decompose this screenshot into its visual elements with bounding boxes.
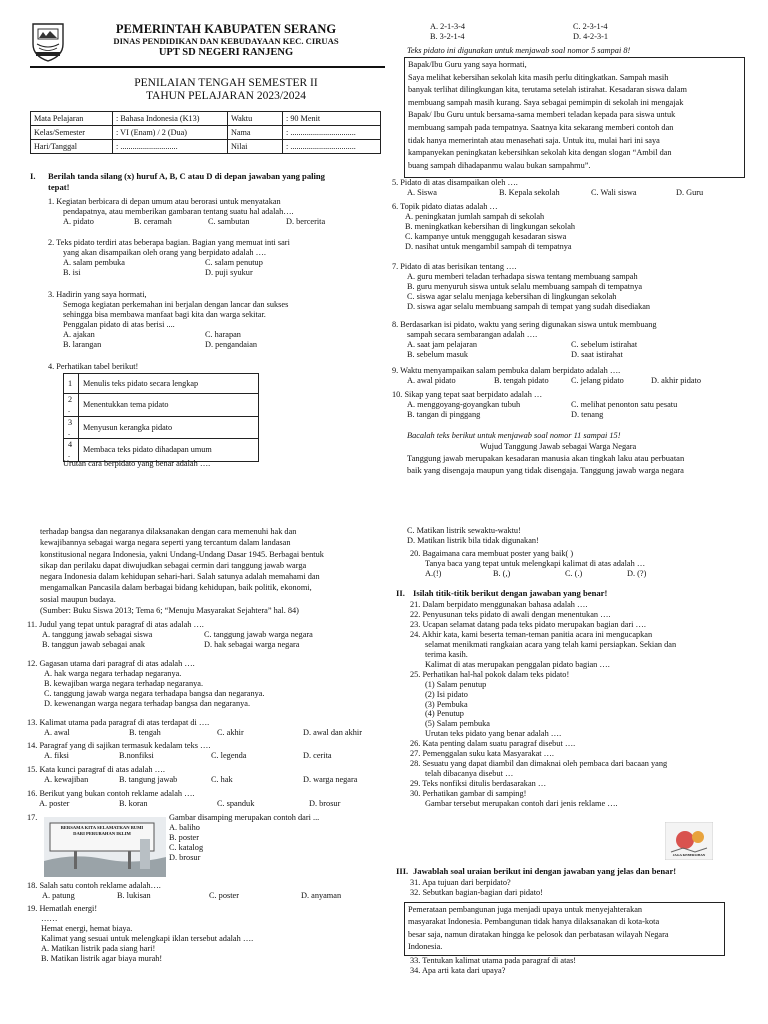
section2-number: II.: [396, 588, 405, 598]
text2-line: kewajibannya sebagai warga negara seperti yang tercantum dalam landasan: [40, 538, 291, 548]
q31-text: 31. Apa tujuan dari berpidato?: [410, 878, 511, 887]
paragraph-line: Indonesia.: [408, 942, 443, 952]
section3-number: III.: [396, 866, 409, 876]
exam-title: PENILAIAN TENGAH SEMESTER II: [134, 77, 318, 89]
value-score[interactable]: : ................................: [283, 140, 381, 154]
q4-options: [430, 22, 740, 42]
value-time: : 90 Menit: [283, 112, 381, 126]
label-score: Nilai: [228, 140, 283, 154]
value-subject: : Bahasa Indonesia (K13): [113, 112, 228, 126]
q7-option-b[interactable]: B. guru menyuruh siswa untuk selalu membuang sampah di tempatnya: [407, 281, 643, 291]
row-step: Membaca teks pidato dihadapan umum: [79, 439, 259, 462]
q10-option-b[interactable]: B. tangan di pinggang: [407, 409, 481, 419]
q3-text: 3. Hadirin yang saya hormati,: [48, 290, 147, 299]
q20-option-a[interactable]: A.(!): [425, 568, 442, 578]
q19-text: 19. Hematlah energi!: [27, 904, 98, 913]
paragraph-box: [404, 902, 725, 956]
q27-text: 27. Pemenggalan suku kata Masyarakat ….: [410, 749, 555, 759]
q5-option-d[interactable]: D. Guru: [676, 187, 704, 197]
text1-intro: Teks pidato ini digunakan untuk menjawab soal nomor 5 sampai 8!: [407, 46, 631, 55]
logo-icon: [30, 20, 66, 62]
q25-item: (5) Salam pembuka: [425, 719, 490, 729]
q19-blank: ……: [41, 913, 58, 923]
info-table: [30, 111, 381, 154]
row-number: 1: [64, 374, 79, 394]
question-2: [48, 238, 384, 278]
q8-option-a[interactable]: A. saat jam pelajaran: [407, 339, 478, 349]
q12-option-a[interactable]: A. hak warga negara terhadap negaranya.: [44, 668, 182, 678]
q20-option-c[interactable]: C. (.): [565, 568, 583, 578]
q1-option-b[interactable]: B. ceramah: [134, 216, 172, 226]
q2-text-2: yang akan disampaikan oleh orang yang berpidato adalah ….: [63, 247, 266, 257]
q19-option-a[interactable]: A. Matikan listrik pada siang hari!: [41, 943, 156, 953]
q2-option-b[interactable]: B. isi: [63, 267, 81, 277]
q12-option-b[interactable]: B. kewajiban warga negara terhadap negaranya.: [44, 678, 204, 688]
row-number: 3: [68, 417, 73, 427]
q6-option-a[interactable]: A. peningkatan jumlah sampah di sekolah: [405, 211, 545, 221]
section3-questions: [410, 878, 745, 898]
q21-text: 21. Dalam berpidato menggunakan bahasa adalah ….: [410, 600, 588, 609]
value-class: : VI (Enam) / 2 (Dua): [113, 126, 228, 140]
text2-top: [407, 453, 744, 476]
q24-text-4: Kalimat di atas merupakan penggalan pidato bagian ….: [425, 659, 610, 669]
q16-text: 16. Berikut yang bukan contoh reklame adalah ….: [27, 789, 195, 798]
question-5: [392, 178, 742, 198]
billboard-line-1: BERSAMA KITA SELAMATKAN BUMI: [60, 825, 144, 830]
text2-line: Tanggung jawab merupakan kesadaran manusia akan tingkah laku atau perbuatan: [407, 453, 685, 463]
q11-option-d[interactable]: D. hak sebagai warga negara: [204, 639, 300, 649]
section1-heading: [30, 171, 382, 193]
text2-line: mengamalkan Pancasila dalam berbagai bidang kehidupan, baik politik, ekonomi,: [40, 583, 312, 593]
question-17: [169, 813, 379, 863]
text2-line: sikap dan perilaku dapat diwujudkan sebagai cermin dari tanggung jawab warga: [40, 560, 307, 570]
q3-text-3: sehingga bisa membawa manfaat bagi kita dan warga sekitar.: [63, 309, 266, 319]
question-10: [392, 390, 742, 420]
q18-text: 18. Salah satu contoh reklame adalah….: [27, 881, 161, 890]
q7-option-d[interactable]: D. siswa agar selalu membuang sampah di tempat yang sudah disediakan: [407, 301, 651, 311]
question-20: [410, 549, 750, 579]
section2-questions: [410, 600, 745, 809]
q18-option-c[interactable]: C. poster: [209, 890, 239, 900]
q15-option-b[interactable]: B. tangung jawab: [119, 774, 178, 784]
question-7: [392, 262, 742, 312]
question-12: [27, 659, 382, 709]
q25-item: (4) Penutup: [425, 709, 464, 719]
q16-option-d[interactable]: D. brosur: [309, 798, 341, 808]
section1-instruction: Berilah tanda silang (x) huruf A, B, C atau D di depan jawaban yang paling: [48, 171, 325, 181]
q14-option-d[interactable]: D. cerita: [303, 750, 332, 760]
q5-text: 5. Pidato di atas disampaikan oleh ….: [392, 178, 518, 187]
section3-title: Jawablah soal uraian berikut ini dengan jawaban yang jelas dan benar!: [413, 866, 677, 876]
q5-option-a[interactable]: A. Siswa: [407, 187, 437, 197]
q4-question: Urutan cara berpidato yang benar adalah ….: [63, 459, 211, 468]
row-number-cell: [64, 416, 79, 439]
text2-line: terhadap bangsa dan negaranya dilaksanakan dengan cara memenuhi hak dan: [40, 527, 297, 536]
q11-option-b[interactable]: B. tanggun jawab sebagai anak: [42, 639, 145, 649]
q20-text: 20. Bagaimana cara membuat poster yang baik( ): [410, 549, 574, 558]
text2-title: Wujud Tanggung Jawab sebagai Warga Negara: [480, 442, 637, 451]
q8-option-c[interactable]: C. sebelum istirahat: [571, 339, 638, 349]
q7-option-a[interactable]: A. guru memberi teladan terhadapa siswa tentang membuang sampah: [407, 271, 638, 281]
paragraph-line: masyarakat Indonesia. Pembangunan tidak hanya dilaksanakan di kota-kota: [408, 917, 660, 927]
speech-line: Bapak/ Ibu Guru untuk bersama-sama memberi teladan kepada para siswa untuk: [408, 110, 676, 120]
q2-option-a[interactable]: A. salam pembuka: [63, 257, 125, 267]
q3-text-4: Penggalan pidato di atas berisi ....: [63, 319, 175, 329]
question-15: [27, 765, 382, 785]
text2-source: (Sumber: Buku Siswa 2013; Tema 6; “Menuju Masyarakat Sejahtera” hal. 84): [40, 606, 299, 616]
q17-billboard-image: [44, 817, 166, 877]
q20-text-2: Tanya baca yang tepat untuk melengkapi kalimat di atas adalah …: [425, 558, 646, 568]
header-rule: [30, 66, 385, 68]
text2-line: baik yang disengaja maupun yang tidak disengaja. Tanggung jawab warga negara: [407, 464, 684, 475]
exam-year: TAHUN PELAJARAN 2023/2024: [145, 90, 307, 102]
q1-option-a[interactable]: A. pidato: [63, 216, 94, 226]
q4-option-d[interactable]: D. 4-2-3-1: [573, 31, 609, 41]
section1-instruction-end: tepat!: [48, 182, 70, 192]
q15-option-d[interactable]: D. warga negara: [303, 774, 358, 784]
q8-option-b[interactable]: B. sebelum masuk: [407, 349, 469, 359]
q24-text-2: selamat menikmati rangkaian acara yang telah kami persiapkan. Sekian dan: [425, 639, 677, 649]
question-4: [48, 362, 384, 372]
row-number-dot: .: [68, 450, 71, 460]
q33-text: 33. Tentukan kalimat utama pada paragraf di atas!: [410, 956, 577, 965]
text2-bottom: [40, 526, 380, 616]
q13-option-b[interactable]: B. tengah: [129, 727, 161, 737]
q18-option-b[interactable]: B. lukisan: [117, 890, 151, 900]
paragraph-line: besar saja, namun diratakan hingga ke pelosok dan perbatasan wilayah Negara: [408, 929, 669, 939]
speech-line: Saya melihat kebersihan sekolah kita masih perlu ditingkatkan. Sampah masih: [408, 72, 669, 82]
q6-option-c[interactable]: C. kampanye untuk menggugah kesadaran siswa: [405, 231, 567, 241]
q32-text: 32. Sebutkan bagian-bagian dari pidato!: [410, 887, 543, 897]
table-row: [64, 374, 259, 394]
section3-questions-2: [410, 956, 745, 976]
section2-heading: [396, 588, 607, 598]
row-number: 4: [68, 440, 73, 450]
row-step: Menulis teks pidato secara lengkap: [79, 374, 259, 394]
header-gov: PEMERINTAH KABUPATEN SERANG: [115, 22, 337, 36]
q15-option-a[interactable]: A. kewajiban: [44, 774, 89, 784]
q3-option-d[interactable]: D. pengandaian: [205, 339, 258, 349]
q26-text: 26. Kata penting dalam suatu paragraf disebut ….: [410, 739, 576, 749]
q2-text: 2. Teks pidato terdiri atas beberapa bagian. Bagian yang memuat inti sari: [48, 238, 290, 247]
q3-option-b[interactable]: B. larangan: [63, 339, 102, 349]
header-dept: DINAS PENDIDIKAN DAN KEBUDAYAAN KEC. CIRUAS: [113, 36, 339, 46]
q4-option-b[interactable]: B. 3-2-1-4: [430, 31, 465, 41]
row-number-dot: .: [68, 427, 71, 437]
label-time: Waktu: [228, 112, 283, 126]
row-step: Menyusun kerangka pidato: [79, 416, 259, 439]
q10-text: 10. Sikap yang tepat saat berpidato adalah …: [392, 390, 543, 399]
speech-line: Bapak/Ibu Guru yang saya hormati,: [408, 60, 527, 69]
q22-text: 22. Penyusunan teks pidato di awali dengan menentukan ….: [410, 609, 611, 619]
q20-option-d[interactable]: D. (?): [627, 568, 647, 578]
q25-item: (1) Salam penutup: [425, 679, 487, 689]
question-3: [48, 290, 384, 350]
q2-option-c[interactable]: C. salam penutup: [205, 257, 263, 267]
q14-text: 14. Paragraf yang di sajikan termasuk kedalam teks ….: [27, 741, 211, 750]
q19-option-b[interactable]: B. Matikan listrik agar biaya murah!: [41, 953, 163, 963]
school-logo: [30, 20, 66, 62]
q3-text-2: Semoga kegiatan perkemahan ini berjalan dengan lancar dan sukses: [63, 299, 289, 309]
q1-option-c[interactable]: C. sambutan: [208, 216, 250, 226]
section3-heading: [396, 866, 676, 876]
q3-option-c[interactable]: C. harapan: [205, 329, 241, 339]
q16-option-b[interactable]: B. koran: [119, 798, 148, 808]
q11-option-c[interactable]: C. tanggung jawab warga negara: [204, 629, 313, 639]
steps-table: [63, 373, 259, 462]
q13-option-d[interactable]: D. awal dan akhir: [303, 727, 362, 737]
text2-line: sosial maupun budaya.: [40, 594, 116, 604]
q15-text: 15. Kata kunci paragraf di atas adalah ….: [27, 765, 165, 774]
q19-text-2: Hemat energi, hemat biaya.: [41, 923, 133, 933]
q17-option-c[interactable]: C. katalog: [169, 842, 204, 852]
q18-option-d[interactable]: D. anyaman: [301, 890, 342, 900]
q30-text: 30. Perhatikan gambar di samping!: [410, 789, 527, 799]
header-school: UPT SD NEGERI RANJENG: [158, 47, 294, 58]
label-subject: Mata Pelajaran: [31, 112, 113, 126]
label-class: Kelas/Semester: [31, 126, 113, 140]
q9-option-c[interactable]: C. jelang pidato: [571, 375, 624, 385]
q5-option-c[interactable]: C. Wali siswa: [591, 187, 637, 197]
question-13: [27, 718, 382, 738]
q1-text: 1. Kegiatan berbicara di depan umum atau berorasi untuk menyatakan: [48, 197, 281, 206]
q4-text: 4. Perhatikan tabel berikut!: [48, 362, 139, 371]
paragraph-line: Pemerataan pembangunan juga menjadi upaya untuk menyejahterakan: [408, 905, 643, 914]
q9-option-d[interactable]: D. akhir pidato: [651, 375, 702, 385]
question-16: [27, 789, 382, 809]
q4-option-c[interactable]: C. 2-3-1-4: [573, 22, 608, 31]
q15-option-c[interactable]: C. hak: [211, 774, 233, 784]
q14-option-a[interactable]: A. fiksi: [44, 750, 69, 760]
q14-option-c[interactable]: C. legenda: [211, 750, 247, 760]
q17-text: Gambar disamping merupakan contoh dari ...: [169, 813, 320, 822]
q19-text-3: Kalimat yang sesuai untuk melengkapi iklan tersebut adalah ….: [41, 933, 254, 943]
q17-option-a[interactable]: A. baliho: [169, 822, 200, 832]
q18-option-a[interactable]: A. patung: [42, 890, 75, 900]
question-8: [392, 320, 742, 360]
text2-intro: Bacalah teks berikut untuk menjawab soal nomor 11 sampai 15!: [407, 431, 621, 440]
q24-text: 24. Akhir kata, kami beserta teman-teman panitia acara ini mengucapkan: [410, 629, 653, 639]
q12-option-d[interactable]: D. kewenangan warga negara terhadap bangsa dan negaranya.: [44, 698, 251, 708]
q16-option-c[interactable]: C. spanduk: [217, 798, 255, 808]
q10-option-a[interactable]: A. menggoyang-goyangkan tubuh: [407, 399, 521, 409]
q14-option-b[interactable]: B.nonfiksi: [119, 750, 154, 760]
label-date: Hari/Tanggal: [31, 140, 113, 154]
speech-line: membuang sampah pada tempatnya. Saatnya kita sekarang memberi contoh dan: [408, 122, 674, 132]
q2-option-d[interactable]: D. puji syukur: [205, 267, 253, 277]
q16-option-a[interactable]: A. poster: [39, 798, 70, 808]
q12-text: 12. Gagasan utama dari paragraf di atas adalah ….: [27, 659, 195, 668]
q4-option-a[interactable]: A. 2-1-3-4: [430, 22, 466, 31]
question-18: [27, 881, 382, 901]
value-name[interactable]: : ................................: [283, 126, 381, 140]
q30-poster-image: [665, 822, 713, 860]
speech-line: buang sampah dihadapanmu walau bukan sampahmu”.: [408, 160, 591, 170]
q23-text: 23. Ucapan selamat datang pada teks pidato merupakan bagian dari ….: [410, 619, 646, 629]
q7-text: 7. Pidato di atas berisikan tentang ….: [392, 262, 517, 271]
table-row: [64, 394, 259, 417]
row-number: 2: [68, 395, 73, 404]
section1-number: I.: [30, 171, 36, 181]
question-11: [27, 620, 382, 650]
q28-text: 28. Sesuatu yang dapat diambil dan dimaknai oleh pembaca dari bacaan yang: [410, 759, 668, 769]
q25-text: 25. Perhatikan hal-hal pokok dalam teks pidato!: [410, 669, 570, 679]
q34-text: 34. Apa arti kata dari upaya?: [410, 965, 506, 975]
speech-line: banyak terlihat dilingkungan kita, terutama setelah istirahat. Kesadaran siswa dalam: [408, 85, 688, 95]
q6-option-b[interactable]: B. meningkatkan kebersihan di lingkungan sekolah: [405, 221, 576, 231]
q30-text-2: Gambar tersebut merupakan contoh dari jenis reklame ….: [425, 799, 618, 809]
q6-option-d[interactable]: D. nasihat untuk mengambil sampah di tempatnya: [405, 241, 572, 251]
q25-item: (3) Pembuka: [425, 699, 468, 709]
q1-text-2: pendapatnya, atau memberikan gambaran tentang suatu hal adalah….: [63, 206, 294, 216]
table-row: [64, 416, 259, 439]
q10-option-d[interactable]: D. tenang: [571, 409, 604, 419]
question-6: [392, 202, 742, 252]
text2-line: konstitusional negara Indonesia, yakni Undang-Undang Dasar 1945. Berbagai bentuk: [40, 549, 324, 559]
q19-option-d[interactable]: D. Matikan listrik bila tidak digunakan!: [407, 535, 539, 545]
q12-option-c[interactable]: C. tanggung jawab warga negara terhadapa bangsa dan negaranya.: [44, 688, 265, 698]
q17-option-d[interactable]: D. brosur: [169, 852, 201, 862]
q9-text: 9. Waktu menyampaikan salam pembuka dalam berpidato adalah ….: [392, 366, 621, 375]
poster-text: JAGA KEBERSIHAN: [672, 853, 706, 857]
text2-line: negara Indonesia dalam kehidupan sehari-hari. Salah satunya adalah memahami dan: [40, 572, 320, 582]
billboard-line-2: DARI PERUBAHAN IKLIM: [73, 831, 131, 836]
q6-text: 6. Topik pidato diatas adalah …: [392, 202, 498, 211]
q13-option-a[interactable]: A. awal: [44, 727, 70, 737]
q5-option-b[interactable]: B. Kepala sekolah: [499, 187, 560, 197]
q29-text: 29. Teks nonfiksi ditulis berdasarakan …: [410, 779, 547, 789]
speech-text-box: [404, 57, 745, 178]
q3-option-a[interactable]: A. ajakan: [63, 329, 95, 339]
q11-text: 11. Judul yang tepat untuk paragraf di atas adalah ….: [27, 620, 204, 629]
q9-option-a[interactable]: A. awal pidato: [407, 375, 456, 385]
question-9: [392, 366, 742, 386]
q28-text-2: telah dibacanya disebut …: [425, 769, 514, 779]
q17-option-b[interactable]: B. poster: [169, 832, 199, 842]
q13-option-c[interactable]: C. akhir: [217, 727, 244, 737]
q24-text-3: terima kasih.: [425, 649, 468, 659]
q8-option-d[interactable]: D. saat istirahat: [571, 349, 623, 359]
row-number-dot: .: [68, 404, 71, 414]
q19-options-cont: [407, 526, 747, 546]
row-number-cell: [64, 394, 79, 417]
q20-option-b[interactable]: B. (,): [493, 568, 511, 578]
section2-title: Isilah titik-titik berikut dengan jawaban yang benar!: [413, 588, 608, 598]
q17-number: 17.: [27, 813, 38, 822]
billboard-text: [50, 825, 154, 837]
q7-option-c[interactable]: C. siswa agar selalu menjaga kebersihan di lingkungan sekolah: [407, 291, 617, 301]
label-name: Nama: [228, 126, 283, 140]
speech-line: tidak hanya memerintah atau menasehati saja. Untuk itu, mulai hari ini saya: [408, 135, 660, 145]
q8-text: 8. Berdasarkan isi pidato, waktu yang sering digunakan siswa untuk membuang: [392, 320, 657, 329]
q13-text: 13. Kalimat utama pada paragraf di atas terdapat di ….: [27, 718, 210, 727]
q11-option-a[interactable]: A. tanggung jawab sebagai siswa: [42, 629, 153, 639]
q25-question: Urutan teks pidato yang benar adalah ….: [425, 729, 562, 739]
q25-item: (2) Isi pidato: [425, 689, 468, 699]
q1-option-d[interactable]: D. bercerita: [286, 216, 326, 226]
speech-line: membuang sampah masih kurang. Saya sebagai pemimpin di sekolah ini mengajak: [408, 97, 684, 107]
speech-line: kampanyekan peningkatan kebersihkan sekolah kita dengan slogan “Ambil dan: [408, 148, 672, 158]
q9-option-b[interactable]: B. tengah pidato: [494, 375, 549, 385]
q19-option-c[interactable]: C. Matikan listrik sewaktu-waktu!: [407, 526, 521, 535]
row-step: Menentukkan tema pidato: [79, 394, 259, 417]
question-14: [27, 741, 382, 761]
question-1: [48, 197, 384, 227]
value-date[interactable]: : ............................: [113, 140, 228, 154]
q10-option-c[interactable]: C. melihat penonton satu pesatu: [571, 399, 678, 409]
question-19: [27, 904, 382, 964]
q8-text-2: sampah secara sembarangan adalah ….: [407, 329, 538, 339]
